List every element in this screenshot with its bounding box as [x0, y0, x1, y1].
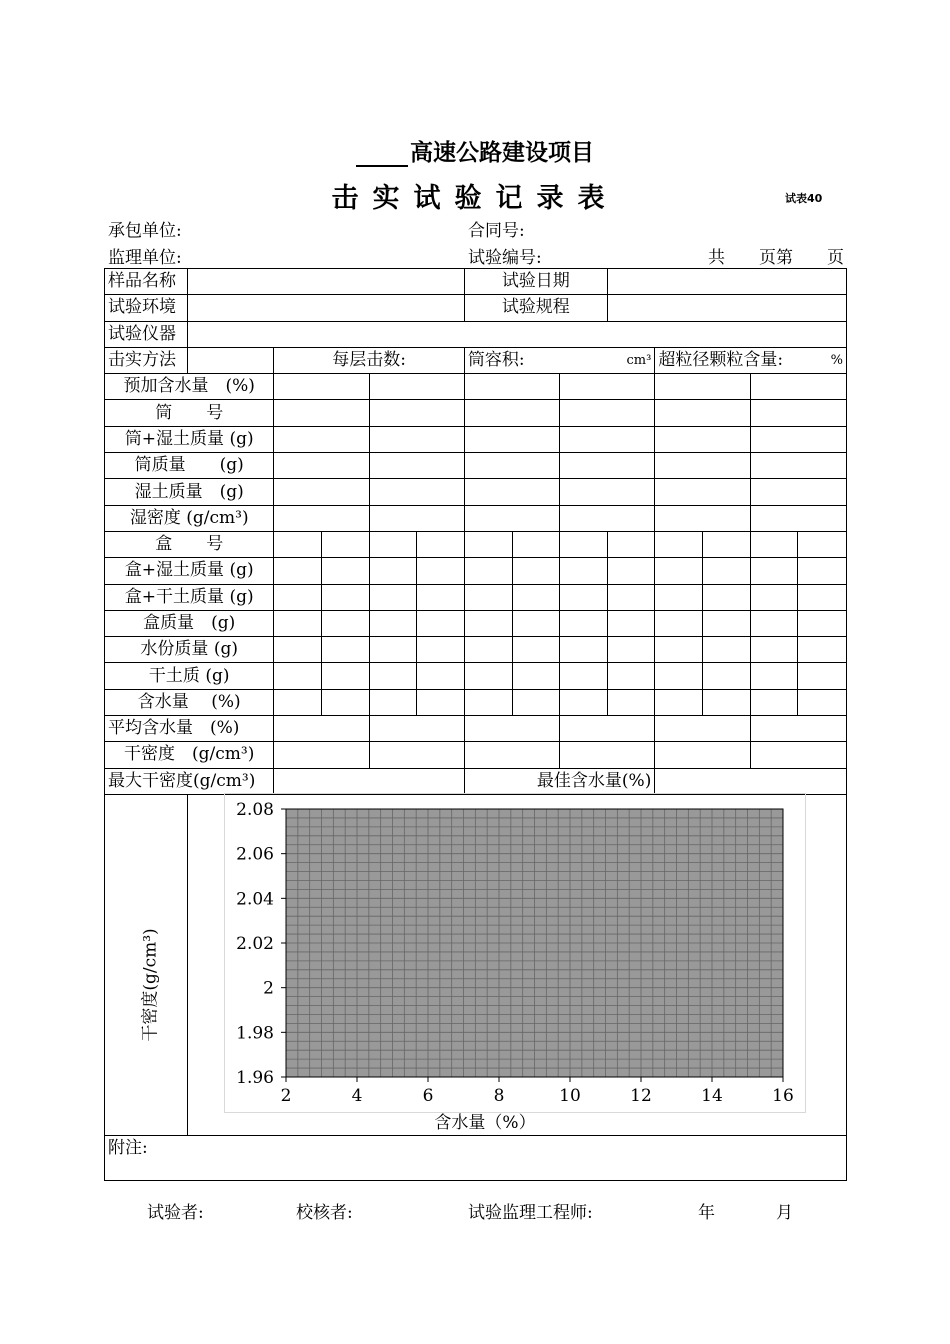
x-tick-label: 8 [493, 1086, 505, 1106]
table-row [105, 610, 847, 636]
project-title: 高速公路建设项目 [0, 134, 950, 167]
instrument-input[interactable] [188, 321, 847, 347]
project-name-blank[interactable] [356, 143, 408, 167]
optimum-water-label: 最佳含水量(%) [464, 768, 654, 794]
x-tick-label: 14 [701, 1086, 723, 1106]
y-tick-label: 2.02 [236, 934, 274, 954]
table-row [105, 479, 847, 505]
table-row [105, 453, 847, 479]
blows-label: 每层击数: [274, 347, 464, 373]
y-tick-label: 2 [263, 978, 274, 999]
x-tick-label: 6 [422, 1086, 434, 1106]
wet-soil-mass-label: 湿土质量 (g) [105, 479, 274, 505]
table-row [105, 584, 847, 610]
test-spec-input[interactable] [607, 295, 846, 321]
table-row [105, 426, 847, 452]
max-dry-density-input[interactable] [274, 768, 464, 794]
optimum-water-input[interactable] [655, 768, 847, 794]
instrument-label: 试验仪器 [105, 321, 188, 347]
compaction-chart [225, 794, 805, 1133]
method-input[interactable] [188, 347, 274, 373]
wet-density-label: 湿密度 (g/cm³) [105, 505, 274, 531]
water-mass-label: 水份质量 (g) [105, 637, 274, 663]
x-tick-label: 12 [630, 1086, 652, 1106]
x-tick-label: 10 [559, 1086, 581, 1106]
remark-cell[interactable] [105, 1135, 847, 1180]
test-env-label: 试验环境 [105, 295, 188, 321]
max-dry-density-label: 最大干密度(g/cm³) [105, 768, 274, 794]
volume-cell[interactable]: 筒容积: cm³ [464, 347, 654, 373]
month-label: 月 [776, 1203, 793, 1223]
box-no-label: 盒 号 [105, 531, 274, 557]
contract-no-label: 合同号: [468, 221, 525, 241]
test-no-label: 试验编号: [468, 248, 542, 268]
table-row [105, 531, 847, 557]
pre-water-label: 预加含水量 (%) [105, 374, 274, 400]
table-row [105, 663, 847, 689]
dry-density-label: 干密度 (g/cm³) [105, 742, 274, 768]
table-row [105, 689, 847, 715]
form-code: 试表40 [785, 192, 823, 205]
x-tick-label: 4 [351, 1086, 363, 1106]
y-tick-label: 1.98 [236, 1023, 274, 1044]
chart-ylabel: 干密度(g/cm³) [140, 928, 161, 1042]
oversize-cell[interactable]: 超粒径颗粒含量: % [655, 347, 847, 373]
page-count: 共 页第 页 [708, 248, 844, 268]
method-label: 击实方法 [105, 347, 188, 373]
engineer-label: 试验监理工程师: [468, 1203, 593, 1223]
table-row [105, 558, 847, 584]
box-mass-label: 盒质量 (g) [105, 610, 274, 636]
table-row [105, 637, 847, 663]
avg-water-label: 平均含水量 (%) [105, 716, 274, 742]
x-tick-label: 16 [772, 1086, 794, 1106]
y-tick-label: 2.06 [236, 844, 274, 865]
test-date-label: 试验日期 [464, 269, 607, 295]
table-row [105, 374, 847, 400]
x-axis-label: 含水量（%） [434, 1113, 536, 1133]
checker-label: 校核者: [296, 1203, 353, 1223]
cylinder-mass-label: 筒质量 (g) [105, 453, 274, 479]
contractor-label: 承包单位: [108, 221, 182, 241]
cylinder-wet-soil-label: 筒+湿土质量 (g) [105, 426, 274, 452]
x-tick-label: 2 [280, 1086, 292, 1106]
box-wet-soil-label: 盒+湿土质量 (g) [105, 558, 274, 584]
table-row [105, 400, 847, 426]
test-spec-label: 试验规程 [464, 295, 607, 321]
sample-name-input[interactable] [188, 269, 465, 295]
y-tick-label: 2.04 [236, 889, 274, 910]
y-tick-label: 2.08 [236, 800, 274, 820]
box-dry-soil-label: 盒+干土质量 (g) [105, 584, 274, 610]
tester-label: 试验者: [147, 1203, 204, 1223]
table-row [105, 505, 847, 531]
water-content-label: 含水量 (%) [105, 689, 274, 715]
dry-soil-mass-label: 干土质 (g) [105, 663, 274, 689]
test-date-input[interactable] [607, 269, 846, 295]
table-row [105, 716, 847, 742]
supervisor-label: 监理单位: [108, 248, 182, 268]
sample-name-label: 样品名称 [105, 269, 188, 295]
table-row [105, 742, 847, 768]
chart-ylabel-wrap [128, 895, 168, 1075]
year-label: 年 [698, 1203, 715, 1223]
cylinder-no-label: 筒 号 [105, 400, 274, 426]
form-title: 击实试验记录表 [331, 183, 619, 214]
test-env-input[interactable] [188, 295, 465, 321]
chart-frame [224, 793, 806, 1133]
y-tick-label: 1.96 [236, 1068, 274, 1088]
remark-label: 附注: [108, 1137, 148, 1158]
